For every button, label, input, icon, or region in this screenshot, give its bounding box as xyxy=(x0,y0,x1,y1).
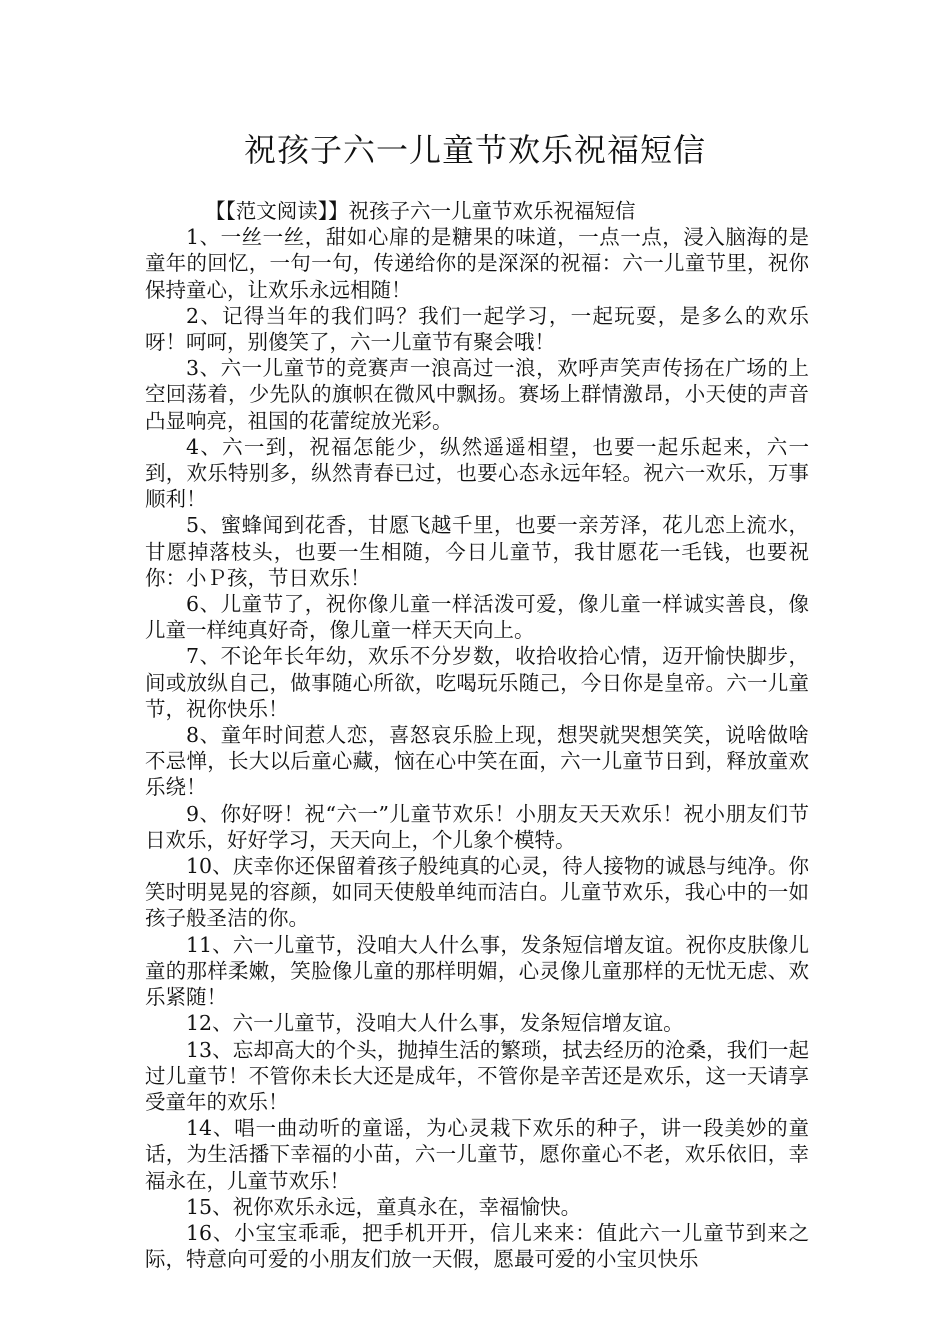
paragraph-9: 9、你好呀！祝“六一”儿童节欢乐！小朋友天天欢乐！祝小朋友们节日欢乐，好好学习，天天向上，个儿象个模特。 xyxy=(145,801,809,852)
paragraph-5: 5、蜜蜂闻到花香，甘愿飞越千里，也要一亲芳泽，花儿恋上流水，甘愿掉落枝头，也要一生相随，今日儿童节，我甘愿花一毛钱，也要祝你：小Ｐ孩，节日欢乐！ xyxy=(145,513,809,590)
document-body xyxy=(145,198,809,1272)
paragraph-7: 7、不论年长年幼，欢乐不分岁数，收拾收拾心情，迈开愉快脚步，间或放纵自己，做事随心所欲，吃喝玩乐随己，今日你是皇帝。六一儿童节，祝你快乐！ xyxy=(145,644,809,721)
paragraph-2: 2、记得当年的我们吗？我们一起学习，一起玩耍，是多么的欢乐呀！呵呵，别傻笑了，六一儿童节有聚会哦！ xyxy=(145,303,809,355)
paragraph-3: 3、六一儿童节的竞赛声一浪高过一浪，欢呼声笑声传扬在广场的上空回荡着，少先队的旗帜在微风中飘扬。赛场上群情激昂，小天使的声音凸显响亮，祖国的花蕾绽放光彩。 xyxy=(145,356,809,433)
paragraph-4: 4、六一到，祝福怎能少，纵然遥遥相望，也要一起乐起来，六一到，欢乐特别多，纵然青春已过，也要心态永远年轻。祝六一欢乐，万事顺利！ xyxy=(145,434,809,512)
paragraph-16: 16、小宝宝乖乖，把手机开开，信儿来来：值此六一儿童节到来之际，特意向可爱的小朋友们放一天假，愿最可爱的小宝贝快乐 xyxy=(145,1220,809,1272)
paragraph-1: 1、一丝一丝，甜如心扉的是糖果的味道，一点一点，浸入脑海的是童年的回忆，一句一句，传递给你的是深深的祝福：六一儿童节里，祝你保持童心，让欢乐永远相随！ xyxy=(145,225,809,302)
paragraph-13: 13、忘却高大的个头，抛掉生活的繁琐，拭去经历的沧桑，我们一起过儿童节！不管你未长大还是成年，不管你是辛苦还是欢乐，这一天请享受童年的欢乐！ xyxy=(145,1037,809,1114)
intro-line: 【【范文阅读】】祝孩子六一儿童节欢乐祝福短信 xyxy=(205,199,636,223)
paragraph-10: 10、庆幸你还保留着孩子般纯真的心灵，待人接物的诚恳与纯净。你笑时明晃晃的容颜，如同天使般单纯而洁白。儿童节欢乐，我心中的一如孩子般圣洁的你。 xyxy=(145,854,809,931)
paragraph-12: 12、六一儿童节，没咱大人什么事，发条短信增友谊。 xyxy=(186,1011,684,1036)
paragraph-6: 6、儿童节了，祝你像儿童一样活泼可爱，像儿童一样诚实善良，像儿童一样纯真好奇，像儿童一样天天向上。 xyxy=(145,592,809,643)
paragraph-14: 14、唱一曲动听的童谣，为心灵栽下欢乐的种子，讲一段美妙的童话，为生活播下幸福的小苗，六一儿童节，愿你童心不老，欢乐依旧，幸福永在，儿童节欢乐！ xyxy=(145,1116,809,1193)
paragraph-8: 8、童年时间惹人恋，喜怒哀乐脸上现，想哭就哭想笑笑，说啥做啥不忌惮，长大以后童心藏，恼在心中笑在面，六一儿童节日到，释放童欢乐绕！ xyxy=(145,723,809,800)
paragraph-15: 15、祝你欢乐永远，童真永在，幸福愉快。 xyxy=(186,1194,582,1219)
paragraph-11: 11、六一儿童节，没咱大人什么事，发条短信增友谊。祝你皮肤像儿童的那样柔嫩，笑脸像儿童的那样明媚，心灵像儿童那样的无忧无虑、欢乐紧随！ xyxy=(145,932,809,1010)
document-title: 祝孩子六一儿童节欢乐祝福短信 xyxy=(243,131,706,169)
